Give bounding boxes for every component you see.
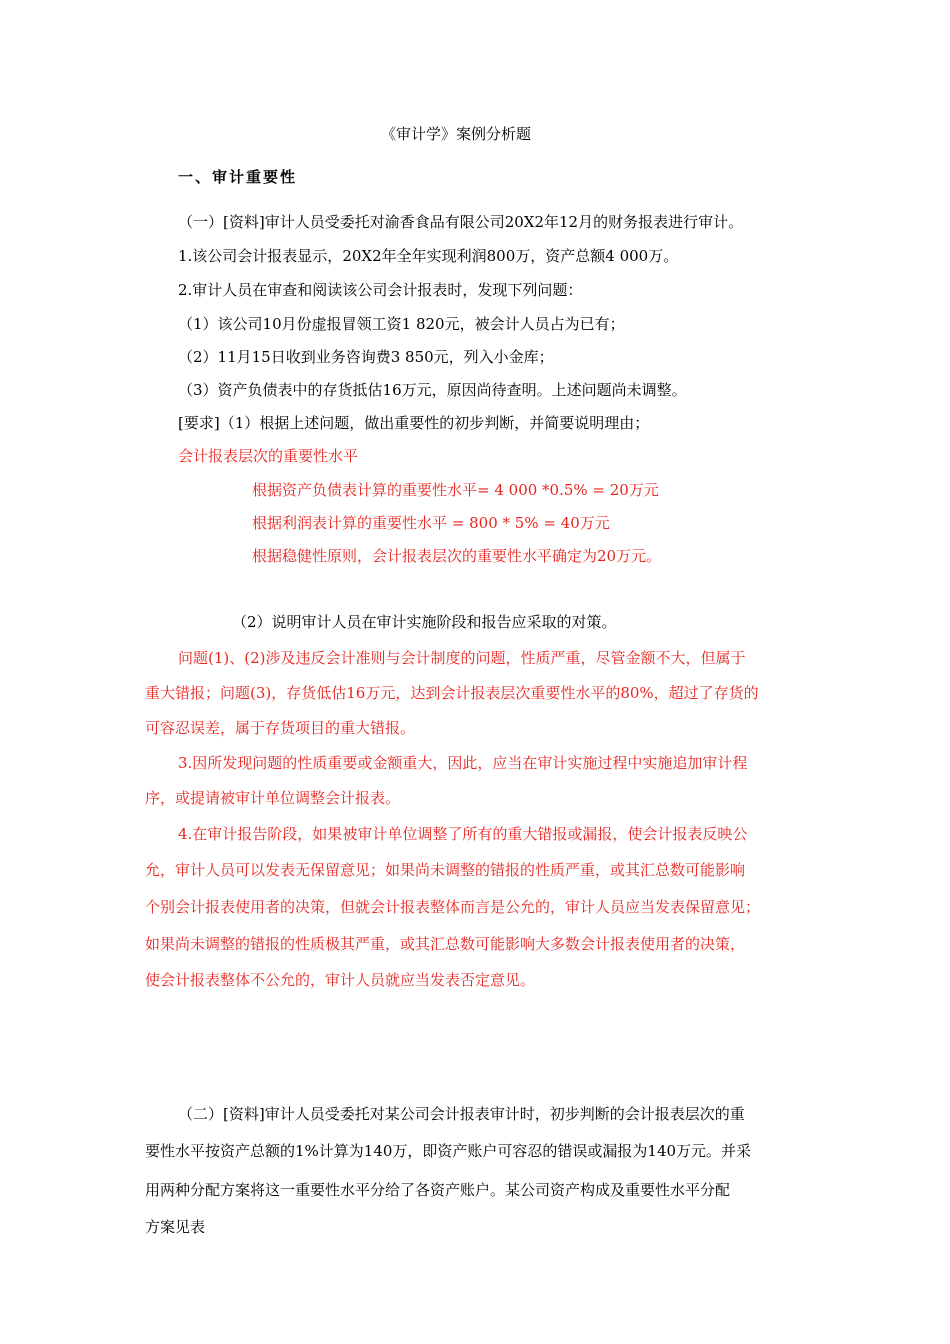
paragraph-line: 如果尚未调整的错报的性质极其严重，或其汇总数可能影响大多数会计报表使用者的决策， — [145, 935, 746, 953]
paragraph-line: 使会计报表整体不公允的，审计人员就应当发表否定意见。 — [145, 971, 536, 989]
paragraph-line: 4.在审计报告阶段，如果被审计单位调整了所有的重大错报或漏报，使会计报表反映公 — [178, 825, 748, 843]
case1-issue1: （1）该公司10月份虚报冒领工资1 820元，被会计人员占为已有； — [178, 315, 625, 333]
case2-line: 用两种分配方案将这一重要性水平分给了各资产账户。某公司资产构成及重要性水平分配 — [145, 1181, 731, 1199]
answer-line-3: 根据稳健性原则，会计报表层次的重要性水平确定为20万元。 — [252, 547, 662, 565]
answer-line-2: 根据利润表计算的重要性水平 = 800 * 5% = 40万元 — [252, 514, 610, 532]
case2-line: 方案见表 — [145, 1218, 206, 1236]
case2-line: （二）[资料]审计人员受委托对某公司会计报表审计时，初步判断的会计报表层次的重 — [178, 1105, 745, 1123]
paragraph-line: 问题(1)、(2)涉及违反会计准则与会计制度的问题，性质严重，尽管金额不大，但属于 — [178, 649, 746, 667]
case1-requirement2: （2）说明审计人员在审计实施阶段和报告应采取的对策。 — [232, 613, 617, 631]
paragraph-line: 允，审计人员可以发表无保留意见；如果尚未调整的错报的性质严重，或其汇总数可能影响 — [145, 861, 746, 879]
case1-requirement1: [要求]（1）根据上述问题，做出重要性的初步判断，并简要说明理由； — [178, 414, 650, 432]
case1-issue3: （3）资产负债表中的存货抵估16万元，原因尚待查明。上述问题尚未调整。 — [178, 381, 687, 399]
section-heading: 一、审计重要性 — [178, 168, 298, 186]
answer-line-1: 根据资产负债表计算的重要性水平= 4 000 *0.5% = 20万元 — [252, 481, 659, 499]
case1-item2: 2.审计人员在审查和阅读该公司会计报表时，发现下列问题： — [178, 281, 583, 299]
answer-heading: 会计报表层次的重要性水平 — [178, 447, 359, 465]
paragraph-line: 可容忍误差，属于存货项目的重大错报。 — [145, 719, 416, 737]
case1-issue2: （2）11月15日收到业务咨询费3 850元，列入小金库； — [178, 348, 554, 366]
paragraph-line: 序，或提请被审计单位调整会计报表。 — [145, 789, 401, 807]
paragraph-line: 3.因所发现问题的性质重要或金额重大，因此，应当在审计实施过程中实施追加审计程 — [178, 754, 748, 772]
case1-item1: 1.该公司会计报表显示，20X2年全年实现利润800万，资产总额4 000万。 — [178, 247, 679, 265]
case1-intro: （一）[资料]审计人员受委托对渝香食品有限公司20X2年12月的财务报表进行审计。 — [178, 213, 744, 231]
document-title: 《审计学》案例分析题 — [381, 125, 532, 143]
paragraph-line: 重大错报；问题(3)，存货低估16万元，达到会计报表层次重要性水平的80%，超过了存货的 — [145, 684, 759, 702]
case2-line: 要性水平按资产总额的1%计算为140万，即资产账户可容忍的错误或漏报为140万元。并采 — [145, 1142, 752, 1160]
paragraph-line: 个别会计报表使用者的决策，但就会计报表整体而言是公允的，审计人员应当发表保留意见； — [145, 898, 761, 916]
